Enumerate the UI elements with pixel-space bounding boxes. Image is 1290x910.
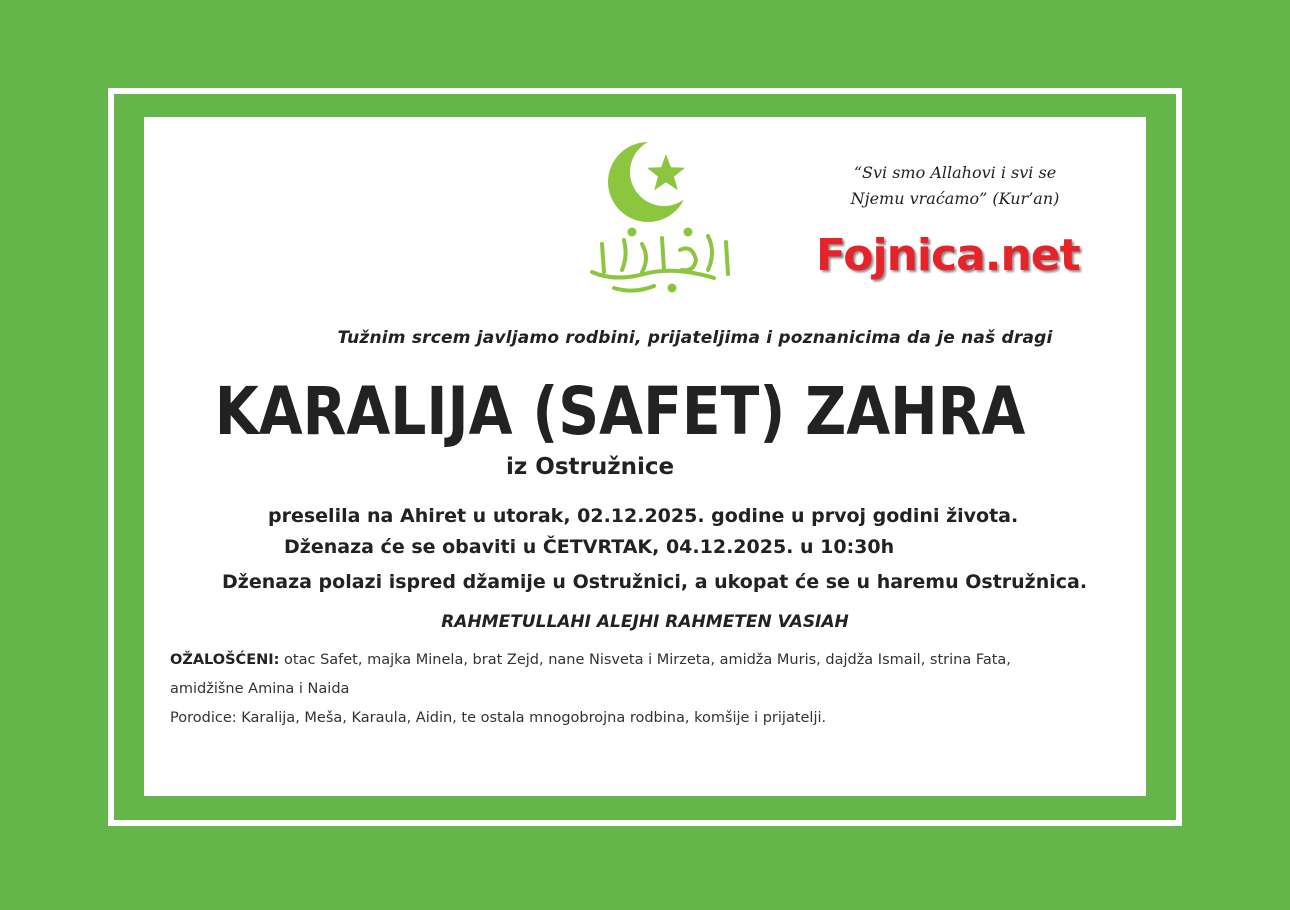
site-logo-text: Fojnica.net bbox=[816, 230, 1080, 281]
mourners-list-line-1: otac Safet, majka Minela, brat Zejd, nane Nisveta i Mirzeta, amidža Muris, dajdža Ismail, strina Fata, bbox=[279, 652, 1011, 668]
quote-line-1: “Svi smo Allahovi i svi se bbox=[853, 163, 1057, 182]
prayer-text: RAHMETULLAHI ALEJHI RAHMETEN VASIAH bbox=[441, 612, 849, 632]
mourners-section bbox=[170, 646, 1130, 733]
deceased-name: KARALIJA (SAFET) ZAHRA bbox=[214, 373, 1026, 450]
origin-text: iz Ostružnice bbox=[506, 454, 675, 480]
arabic-calligraphy-icon bbox=[592, 230, 728, 291]
emblem bbox=[584, 132, 744, 302]
crescent-star-icon bbox=[584, 132, 744, 302]
passing-date-text: preselila na Ahiret u utorak, 02.12.2025. godine u prvoj godini života. bbox=[268, 505, 1019, 527]
quran-quote bbox=[810, 160, 1100, 212]
families-text: Porodice: Karalija, Meša, Karaula, Aidin, te ostala mnogobrojna rodbina, komšije i prijatelji. bbox=[170, 710, 827, 726]
mourners-list-line-2: amidžišne Amina i Naida bbox=[170, 681, 350, 697]
funeral-time-text: Dženaza će se obaviti u ČETVRTAK, 04.12.2025. u 10:30h bbox=[284, 536, 895, 558]
intro-text: Tužnim srcem javljamo rodbini, prijateljima i poznanicima da je naš dragi bbox=[337, 328, 1053, 348]
mourners-label: OŽALOŠĆENI: bbox=[170, 652, 280, 668]
mourners-list bbox=[170, 646, 1130, 675]
quote-line-2: Njemu vraćamo” (Kur’an) bbox=[850, 189, 1060, 208]
funeral-location-text: Dženaza polazi ispred džamije u Ostružnici, a ukopat će se u haremu Ostružnica. bbox=[222, 571, 1088, 593]
